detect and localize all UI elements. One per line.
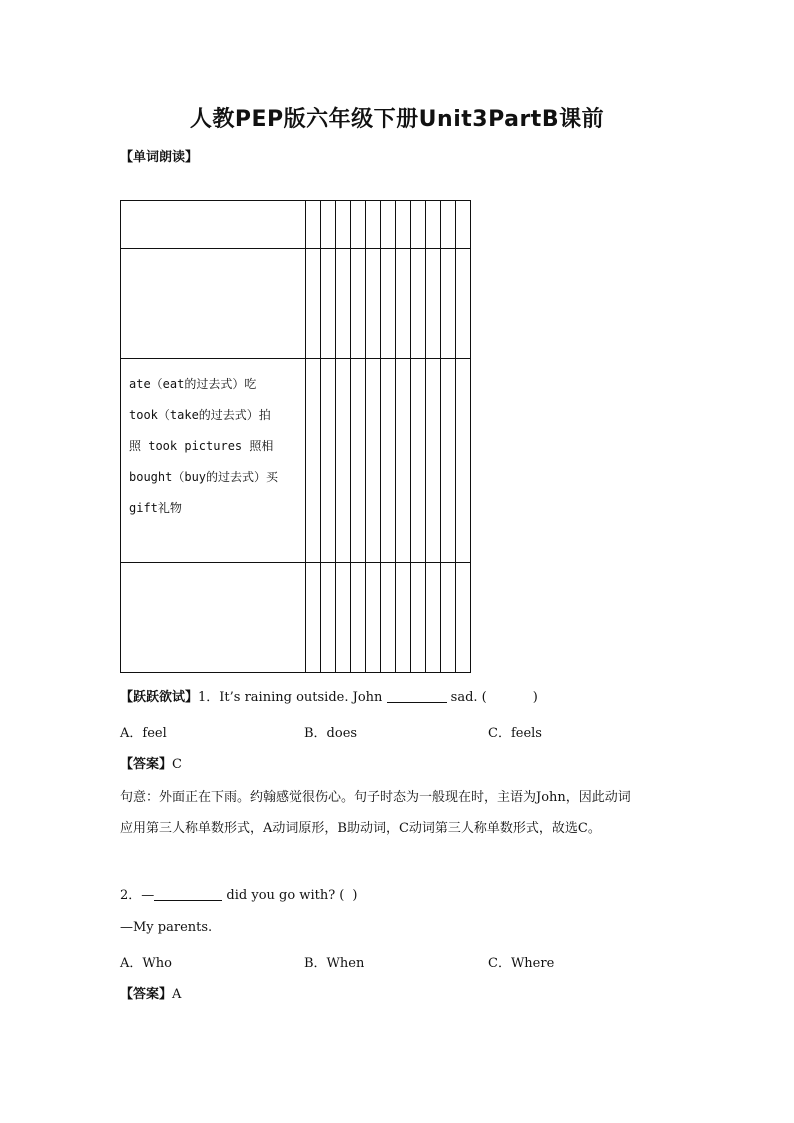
answer-blank[interactable]	[387, 689, 447, 703]
word-line: 照 took pictures 照相	[129, 439, 274, 453]
answer-line	[120, 983, 181, 1002]
table-cell	[121, 201, 306, 249]
paren-close: )	[532, 690, 538, 705]
word-list-cell	[121, 359, 306, 563]
page-title: 人教PEP版六年级下册Unit3PartB课前	[189, 107, 605, 132]
table-cell	[121, 563, 306, 673]
practice-label: 【跃跃欲试】	[120, 690, 199, 705]
answer-label: 【答案】	[120, 987, 173, 1002]
question-number: 1．	[198, 690, 220, 705]
option-c[interactable]: C．feels	[488, 726, 542, 741]
dash: —	[141, 888, 155, 903]
table-row	[121, 359, 471, 563]
table-cell	[121, 249, 306, 359]
table-row	[121, 563, 471, 673]
word-line: bought（buy的过去式）买	[129, 470, 279, 484]
question-2	[120, 884, 357, 903]
option-b[interactable]: B．does	[304, 726, 358, 741]
word-line: took（take的过去式）拍	[129, 408, 271, 422]
section-reading-label: 【单词朗读】	[120, 150, 199, 165]
paren-close: )	[352, 888, 358, 903]
question-text: sad. (	[450, 690, 487, 705]
table-row	[121, 201, 471, 249]
question-text: did you go with? (	[226, 888, 345, 903]
answer-blank[interactable]	[154, 887, 222, 901]
option-b[interactable]: B．When	[304, 956, 365, 971]
answer-value: C	[172, 757, 182, 772]
word-line: ate（eat的过去式）吃	[129, 377, 257, 391]
answer-value: A	[172, 987, 182, 1002]
reply-line: —My parents.	[120, 920, 213, 935]
word-line: gift礼物	[129, 501, 182, 515]
table-row	[121, 249, 471, 359]
question-number: 2．	[120, 888, 142, 903]
explanation-line: 句意：外面正在下雨。约翰感觉很伤心。句子时态为一般现在时，主语为John，因此动词	[120, 790, 631, 805]
question-1	[120, 686, 538, 705]
explanation-line: 应用第三人称单数形式，A动词原形，B助动词，C动词第三人称单数形式，故选C。	[120, 821, 601, 836]
option-c[interactable]: C．Where	[488, 956, 555, 971]
option-a[interactable]: A．Who	[120, 956, 172, 971]
answer-line	[120, 753, 182, 772]
word-reading-table	[120, 200, 471, 673]
question-text: It’s raining outside. John	[219, 690, 383, 705]
answer-label: 【答案】	[120, 757, 173, 772]
option-a[interactable]: A．feel	[120, 726, 167, 741]
